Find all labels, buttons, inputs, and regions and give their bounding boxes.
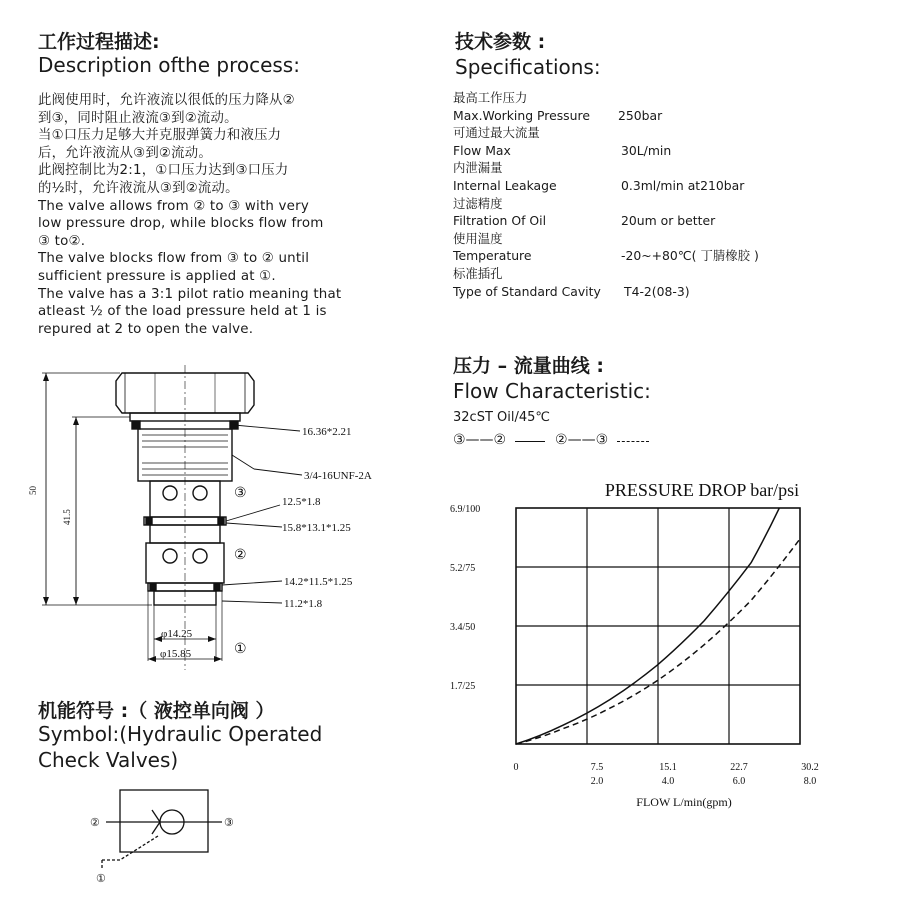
symbol-port-1: ① — [96, 873, 106, 885]
description-line: The valve has a 3:1 pilot ratio meaning that — [38, 286, 342, 302]
dim-14-2: 14.2*11.5*1.25 — [284, 576, 353, 588]
flow-chart — [440, 470, 880, 820]
spec-heading-en: Specifications: — [455, 55, 601, 79]
flow-oil-condition: 32cST Oil/45℃ — [453, 410, 550, 425]
y-tick-label: 1.7/25 — [450, 681, 476, 692]
port-3-label: ③ — [234, 486, 247, 501]
valve-cartridge-drawing — [20, 365, 400, 670]
spec-label-cn: 标准插孔 — [453, 266, 503, 281]
dim-50: 50 — [28, 486, 38, 495]
description-line: 到③，同时阻止液流③到②流动。 — [38, 110, 238, 126]
description-line: The valve blocks flow from ③ to ② until — [38, 251, 310, 267]
legend-solid-label: ③——② — [453, 432, 507, 448]
dim-thread: 3/4-16UNF-2A — [304, 470, 372, 482]
dim-12-5: 12.5*1.8 — [282, 496, 321, 508]
dim-phi-14-25: φ14.25 — [161, 628, 193, 640]
dim-41-5: 41.5 — [62, 509, 72, 525]
symbol-heading-cn: 机能符号 :（ 液控单向阀 ） — [38, 700, 275, 722]
x-tick-label-gpm: 8.0 — [803, 776, 817, 787]
port-2-label: ② — [234, 548, 247, 563]
flow-heading-en: Flow Characteristic: — [453, 379, 651, 403]
spec-value: 20um or better — [621, 213, 716, 229]
spec-label-cn: 最高工作压力 — [453, 90, 528, 105]
dim-11-2: 11.2*1.8 — [284, 598, 323, 610]
flow-legend — [453, 432, 649, 448]
spec-heading-cn: 技术参数 : — [455, 31, 546, 53]
x-tick-label-gpm: 4.0 — [661, 776, 675, 787]
o-ring — [132, 421, 140, 429]
description-line: The valve allows from ② to ③ with very — [38, 198, 309, 214]
spec-table — [453, 89, 873, 309]
spec-value: 250bar — [618, 107, 663, 123]
spec-label-en: Type of Standard Cavity — [453, 283, 601, 299]
description-line: 当①口压力足够大并克服弹簧力和液压力 — [38, 128, 282, 144]
symbol-heading-en-2: Check Valves) — [38, 748, 179, 772]
dim-16-36: 16.36*2.21 — [302, 426, 352, 438]
y-tick-label: 5.2/75 — [450, 563, 476, 574]
x-tick-label-gpm: 6.0 — [732, 776, 746, 787]
spec-value: T4-2(08-3) — [624, 283, 690, 299]
legend-dashed-swatch — [617, 441, 649, 442]
spec-value: 30L/min — [621, 142, 672, 158]
description-heading-en: Description ofthe process: — [38, 53, 300, 77]
description-line: 后，允许液流从③到②流动。 — [38, 145, 212, 161]
spec-value: -20~+80℃( 丁腈橡胶 ) — [621, 248, 759, 264]
spec-label-cn: 使用温度 — [453, 230, 503, 246]
x-tick-label: 7.5 — [590, 762, 604, 773]
port-3-hole — [163, 486, 177, 500]
y-tick-label: 3.4/50 — [450, 622, 476, 633]
spec-label-en: Max.Working Pressure — [453, 107, 590, 123]
spec-value: 0.3ml/min at210bar — [621, 178, 745, 193]
symbol-port-2: ② — [90, 817, 100, 829]
x-tick-label: 0 — [513, 762, 519, 773]
symbol-port-3: ③ — [224, 817, 234, 829]
chart-xlabel: FLOW L/min(gpm) — [636, 795, 732, 809]
chart-title: PRESSURE DROP bar/psi — [604, 480, 800, 500]
description-line: ③ to②. — [38, 233, 86, 249]
legend-dashed-label: ②——③ — [555, 432, 609, 448]
spec-label-cn: 过滤精度 — [453, 195, 503, 211]
description-line: low pressure drop, while blocks flow from — [38, 216, 324, 232]
x-tick-label: 15.1 — [659, 762, 677, 773]
description-line: atleast ½ of the load pressure held at 1 is — [38, 304, 327, 320]
spec-label-cn: 可通过最大流量 — [453, 125, 540, 141]
description-heading-cn: 工作过程描述: — [38, 31, 160, 53]
description-line: 此阀控制比为2:1，①口压力达到③口压力 — [38, 163, 289, 179]
description-line: repured at 2 to open the valve. — [38, 321, 254, 337]
spec-label-en: Filtration Of Oil — [453, 213, 547, 229]
spec-label-en: Internal Leakage — [453, 178, 557, 193]
port-1-label: ① — [234, 642, 247, 657]
legend-solid-swatch — [515, 441, 545, 442]
x-tick-label: 30.2 — [801, 762, 819, 773]
port-2-hole — [163, 549, 177, 563]
dim-phi-15-85: φ15.85 — [160, 648, 192, 660]
dim-15-8: 15.8*13.1*1.25 — [282, 522, 351, 534]
symbol-heading-en-1: Symbol:(Hydraulic Operated — [38, 722, 323, 746]
description-line: 的½时，允许液流从③到②流动。 — [38, 180, 239, 196]
description-line: 此阀使用时，允许液流以很低的压力降从② — [38, 93, 295, 108]
spec-label-en: Flow Max — [453, 142, 511, 158]
description-line: sufficient pressure is applied at ①. — [38, 268, 276, 284]
x-tick-label: 22.7 — [730, 762, 748, 773]
spec-label-en: Temperature — [453, 248, 532, 264]
spec-label-cn: 内泄漏量 — [453, 160, 503, 176]
x-tick-label-gpm: 2.0 — [590, 776, 604, 787]
check-valve-symbol — [80, 780, 260, 890]
description-body — [38, 92, 398, 338]
y-tick-label: 6.9/100 — [450, 504, 481, 515]
flow-heading-cn: 压力 – 流量曲线 : — [453, 355, 604, 377]
